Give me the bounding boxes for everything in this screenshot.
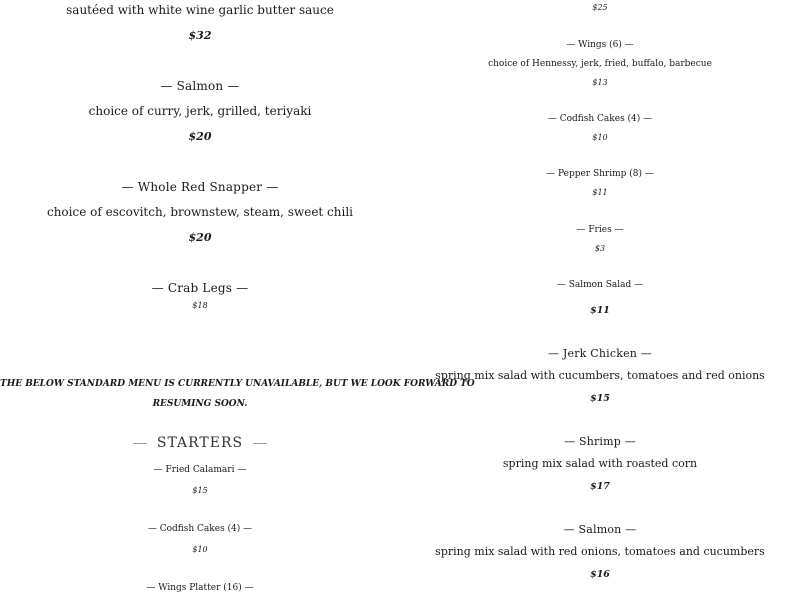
unavailable-notice-line-1: THE BELOW STANDARD MENU IS CURRENTLY UNAVAILABLE, BUT WE LOOK FORWARD TO	[0, 379, 475, 389]
divider	[253, 443, 267, 444]
menu-item-price: $18	[192, 301, 208, 310]
section-heading-starters	[0, 435, 400, 451]
menu-item-description: spring mix salad with red onions, tomatoes and cucumbers	[435, 545, 765, 558]
menu-item-price: $20	[188, 231, 212, 244]
menu-item-description: choice of escovitch, brownstew, steam, sweet chili	[46, 205, 354, 219]
menu-item-description: choice of curry, jerk, grilled, teriyaki	[88, 104, 312, 118]
menu-item-price: $13	[592, 78, 608, 87]
menu-item-price: $11	[592, 188, 608, 197]
divider	[133, 443, 147, 444]
menu-item-name-salmon: — Salmon —	[563, 523, 637, 536]
menu-item-name-fried-calamari: — Fried Calamari —	[153, 465, 247, 475]
menu-item-name-wings-platter: — Wings Platter (16) —	[146, 583, 254, 593]
menu-item-price: $15	[590, 393, 610, 404]
menu-item-name-salmon-salad: — Salmon Salad —	[556, 280, 644, 290]
menu-item-name-fries: — Fries —	[576, 225, 624, 235]
section-title: STARTERS	[156, 435, 244, 451]
menu-item-name-salmon: — Salmon —	[160, 79, 240, 93]
menu-item-price: $10	[592, 133, 608, 142]
menu-item-description: choice of Hennessy, jerk, fried, buffalo, barbecue	[488, 59, 712, 69]
menu-item-price: $20	[188, 130, 212, 143]
menu-item-price: $15	[192, 486, 208, 495]
menu-item-price: $11	[590, 305, 610, 316]
menu-item-description: spring mix salad with cucumbers, tomatoes and red onions	[435, 369, 765, 382]
menu-item-name-codfish-cakes: — Codfish Cakes (4) —	[147, 524, 253, 534]
menu-item-name-wings: — Wings (6) —	[566, 40, 634, 50]
menu-item-name-crab-legs: — Crab Legs —	[151, 281, 249, 295]
menu-item-name-whole-red-snapper: — Whole Red Snapper —	[121, 180, 279, 194]
menu-item-description: spring mix salad with roasted corn	[502, 457, 698, 470]
menu-item-description: sautéed with white wine garlic butter sauce	[66, 3, 334, 17]
menu-item-price: $16	[590, 569, 610, 580]
menu-item-price: $32	[188, 29, 212, 42]
menu-item-price: $3	[594, 244, 606, 253]
menu-item-name-shrimp: — Shrimp —	[564, 435, 636, 448]
menu-item-price: $25	[592, 3, 608, 12]
menu-item-price: $10	[192, 545, 208, 554]
menu-item-price: $17	[590, 481, 610, 492]
menu-item-name-pepper-shrimp: — Pepper Shrimp (8) —	[546, 169, 654, 179]
menu-item-name-jerk-chicken: — Jerk Chicken —	[548, 347, 652, 360]
menu-item-name-codfish-cakes: — Codfish Cakes (4) —	[547, 114, 653, 124]
unavailable-notice-line-2: RESUMING SOON.	[152, 399, 248, 409]
